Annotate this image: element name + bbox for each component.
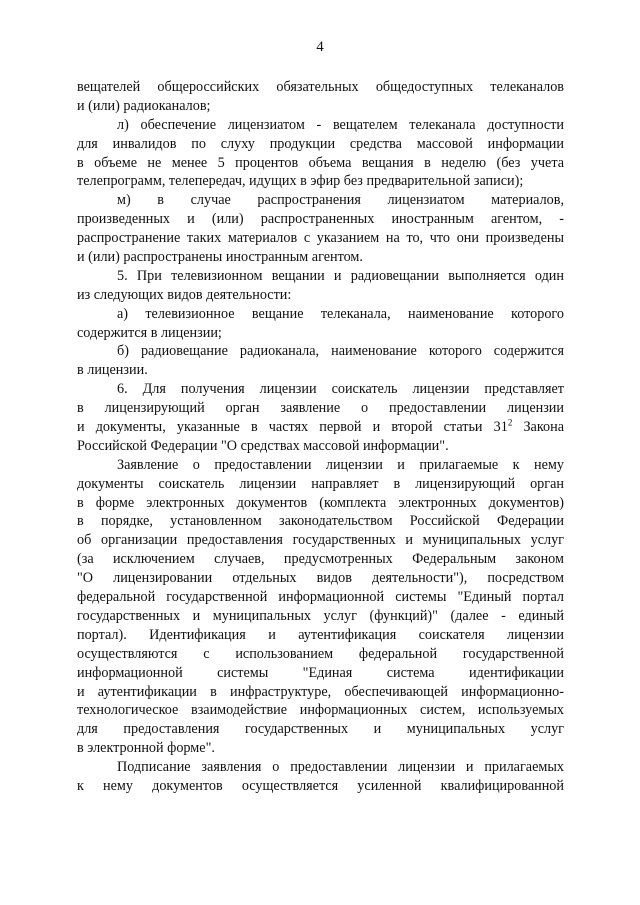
text-line bbox=[77, 456, 564, 475]
text-line-content: осуществляются с использованием федеральной государственной bbox=[77, 645, 564, 662]
text-line-content: произведенных и (или) распространенных иностранным агентом, - bbox=[77, 211, 564, 228]
text-line-content: содержится в лицензии; bbox=[77, 324, 222, 341]
text-line-content: из следующих видов деятельности: bbox=[77, 286, 292, 303]
text-line-content: портал). Идентификация и аутентификация соискателя лицензии bbox=[77, 626, 564, 643]
text-line-content: в лицензии. bbox=[77, 362, 148, 379]
text-line bbox=[77, 210, 564, 229]
text-line-content: 6. Для получения лицензии соискатель лицензии представляет bbox=[117, 381, 564, 398]
text-line bbox=[77, 777, 564, 796]
text-line bbox=[77, 399, 564, 418]
text-line-content: Российской Федерации "О средствах массовой информации". bbox=[77, 437, 449, 454]
document-body bbox=[77, 78, 564, 796]
text-line bbox=[77, 97, 564, 116]
text-line-content: информационной системы "Единая система идентификации bbox=[77, 664, 564, 681]
text-line-content: а) телевизионное вещание телеканала, наименование которого bbox=[117, 305, 564, 322]
text-line-content: и документы, указанные в частях первой и второй статьи 31 bbox=[77, 419, 508, 436]
text-line bbox=[77, 475, 564, 494]
text-line bbox=[77, 739, 564, 758]
text-line-continuation: Закона bbox=[512, 419, 564, 436]
text-line bbox=[77, 569, 564, 588]
text-line bbox=[77, 588, 564, 607]
text-line-content: и аутентификации в инфраструктуре, обеспечивающей информационно- bbox=[77, 683, 564, 700]
text-line bbox=[77, 380, 564, 399]
text-line bbox=[77, 720, 564, 739]
text-line-content: для инвалидов по слуху продукции средства массовой информации bbox=[77, 135, 564, 152]
text-line bbox=[77, 78, 564, 97]
text-line bbox=[77, 550, 564, 569]
text-line bbox=[77, 645, 564, 664]
text-line-content: и (или) радиоканалов; bbox=[77, 97, 211, 114]
text-line bbox=[77, 191, 564, 210]
text-line-content: федеральной государственной информационной системы "Единый портал bbox=[77, 589, 564, 606]
text-line-content: документы соискатель лицензии направляет в лицензирующий орган bbox=[77, 475, 564, 492]
text-line bbox=[77, 229, 564, 248]
text-line-content: л) обеспечение лицензиатом - вещателем телеканала доступности bbox=[117, 116, 564, 133]
text-line-content: к нему документов осуществляется усиленной квалифицированной bbox=[77, 777, 564, 794]
text-line-content: вещателей общероссийских обязательных общедоступных телеканалов bbox=[77, 79, 564, 95]
text-line-content: Заявление о предоставлении лицензии и прилагаемые к нему bbox=[117, 456, 564, 473]
text-line bbox=[77, 626, 564, 645]
text-line-content: м) в случае распространения лицензиатом материалов, bbox=[117, 192, 564, 209]
page-number: 4 bbox=[316, 39, 324, 55]
text-line-content: в объеме не менее 5 процентов объема вещания в неделю (без учета bbox=[77, 154, 564, 171]
superscript: 2 bbox=[507, 417, 513, 428]
text-line bbox=[77, 531, 564, 550]
text-line-content: в порядке, установленном законодательством Российской Федерации bbox=[77, 513, 564, 530]
text-line bbox=[77, 305, 564, 324]
text-line bbox=[77, 135, 564, 154]
text-line-content: в электронной форме". bbox=[77, 740, 215, 757]
text-line-content: в лицензирующий орган заявление о предоставлении лицензии bbox=[77, 400, 564, 417]
text-line bbox=[77, 248, 564, 267]
text-line-content: телепрограмм, телепередач, идущих в эфир без предварительной записи); bbox=[77, 173, 524, 190]
text-line-content: распространение таких материалов с указанием на то, что они произведены bbox=[77, 230, 564, 247]
text-line bbox=[77, 267, 564, 286]
text-line bbox=[77, 494, 564, 513]
text-line bbox=[77, 607, 564, 626]
text-line-content: для предоставления государственных и муниципальных услуг bbox=[77, 721, 564, 738]
text-line bbox=[77, 324, 564, 343]
text-line bbox=[77, 683, 564, 702]
text-line bbox=[77, 361, 564, 380]
text-line-content: государственных и муниципальных услуг (функций)" (далее - единый bbox=[77, 607, 564, 624]
text-line-content: технологическое взаимодействие информационных систем, используемых bbox=[77, 702, 564, 719]
text-line bbox=[77, 664, 564, 683]
text-line bbox=[77, 342, 564, 361]
text-line bbox=[77, 154, 564, 173]
text-line-content: об организации предоставления государственных и муниципальных услуг bbox=[77, 532, 564, 549]
text-line bbox=[77, 758, 564, 777]
text-line-content: и (или) распространены иностранным агентом. bbox=[77, 249, 363, 266]
text-line bbox=[77, 437, 564, 456]
text-line bbox=[77, 286, 564, 305]
text-line-content: 5. При телевизионном вещании и радиовещании выполняется один bbox=[117, 267, 564, 284]
text-line bbox=[77, 701, 564, 720]
text-line-content: "О лицензировании отдельных видов деятельности"), посредством bbox=[77, 570, 564, 587]
text-line-content: Подписание заявления о предоставлении лицензии и прилагаемых bbox=[117, 759, 564, 776]
text-line bbox=[77, 512, 564, 531]
text-line-content: в форме электронных документов (комплекта электронных документов) bbox=[77, 494, 564, 511]
text-line bbox=[77, 172, 564, 191]
text-line-content: (за исключением случаев, предусмотренных Федеральным законом bbox=[77, 551, 564, 568]
text-line-content: б) радиовещание радиоканала, наименование которого содержится bbox=[117, 343, 564, 360]
text-line bbox=[77, 116, 564, 135]
text-line bbox=[77, 418, 564, 437]
